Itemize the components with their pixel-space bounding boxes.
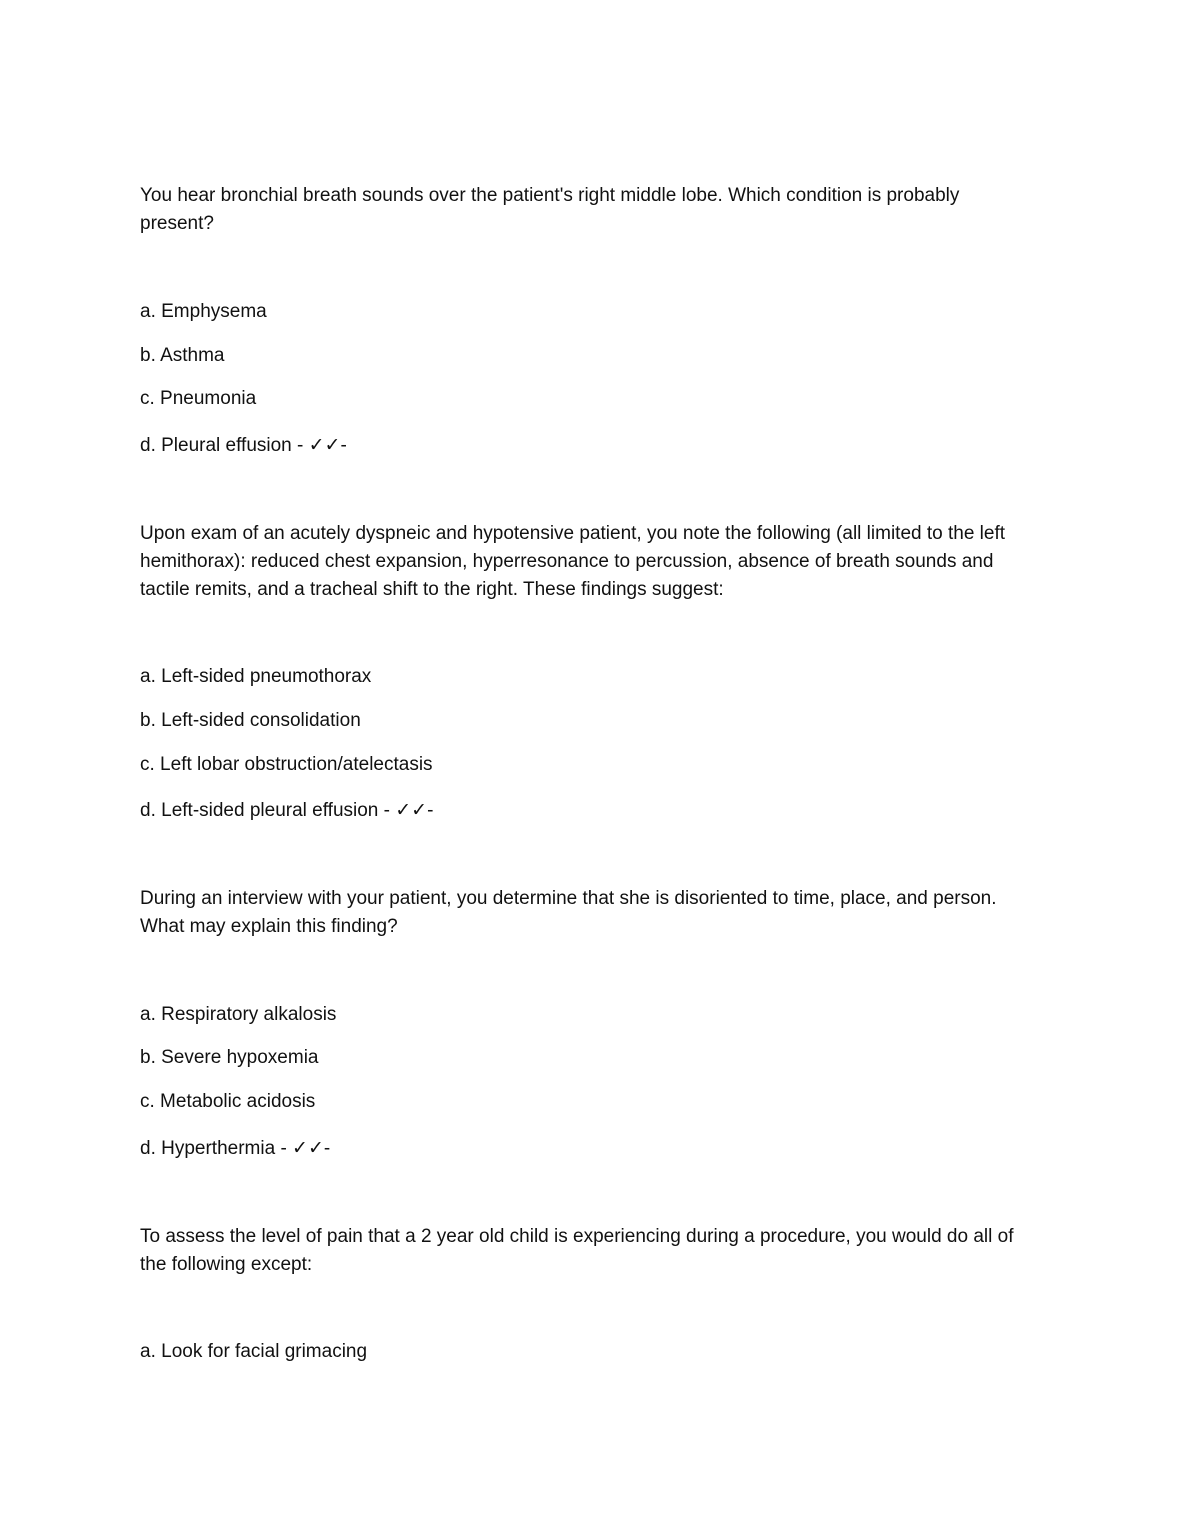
- question-1-option-d: d. Pleural effusion - ✓✓-: [140, 435, 347, 456]
- question-1-option-b: b. Asthma: [140, 345, 225, 366]
- question-2-option-b: b. Left-sided consolidation: [140, 710, 361, 731]
- question-4-option-a: a. Look for facial grimacing: [140, 1341, 368, 1362]
- question-3-option-b: b. Severe hypoxemia: [140, 1047, 319, 1068]
- question-3-option-a: a. Respiratory alkalosis: [140, 1004, 337, 1025]
- question-4-stem-line-2: the following except:: [140, 1254, 313, 1275]
- question-3-option-d: d. Hyperthermia - ✓✓-: [140, 1138, 331, 1159]
- question-2-stem-line-3: tactile remits, and a tracheal shift to the right. These findings suggest:: [140, 579, 724, 600]
- question-1-stem-line-1: You hear bronchial breath sounds over the patient's right middle lobe. Which condition is probably: [140, 185, 960, 206]
- question-4-stem-line-1: To assess the level of pain that a 2 year old child is experiencing during a procedure, you would do all of: [140, 1226, 1014, 1247]
- question-2-option-c: c. Left lobar obstruction/atelectasis: [140, 754, 433, 775]
- question-3-stem-line-1: During an interview with your patient, you determine that she is disoriented to time, place, and person.: [140, 888, 997, 909]
- question-2-option-d: d. Left-sided pleural effusion - ✓✓-: [140, 800, 434, 821]
- question-1-stem-line-2: present?: [140, 213, 214, 234]
- question-2-stem-line-2: hemithorax): reduced chest expansion, hyperresonance to percussion, absence of breath sounds and: [140, 551, 994, 572]
- question-3-stem-line-2: What may explain this finding?: [140, 916, 398, 937]
- question-1-option-c: c. Pneumonia: [140, 388, 257, 409]
- question-3-option-c: c. Metabolic acidosis: [140, 1091, 316, 1112]
- question-2-option-a: a. Left-sided pneumothorax: [140, 666, 372, 687]
- question-1-option-a: a. Emphysema: [140, 301, 267, 322]
- question-2-stem-line-1: Upon exam of an acutely dyspneic and hypotensive patient, you note the following (all limited to the left: [140, 523, 1006, 544]
